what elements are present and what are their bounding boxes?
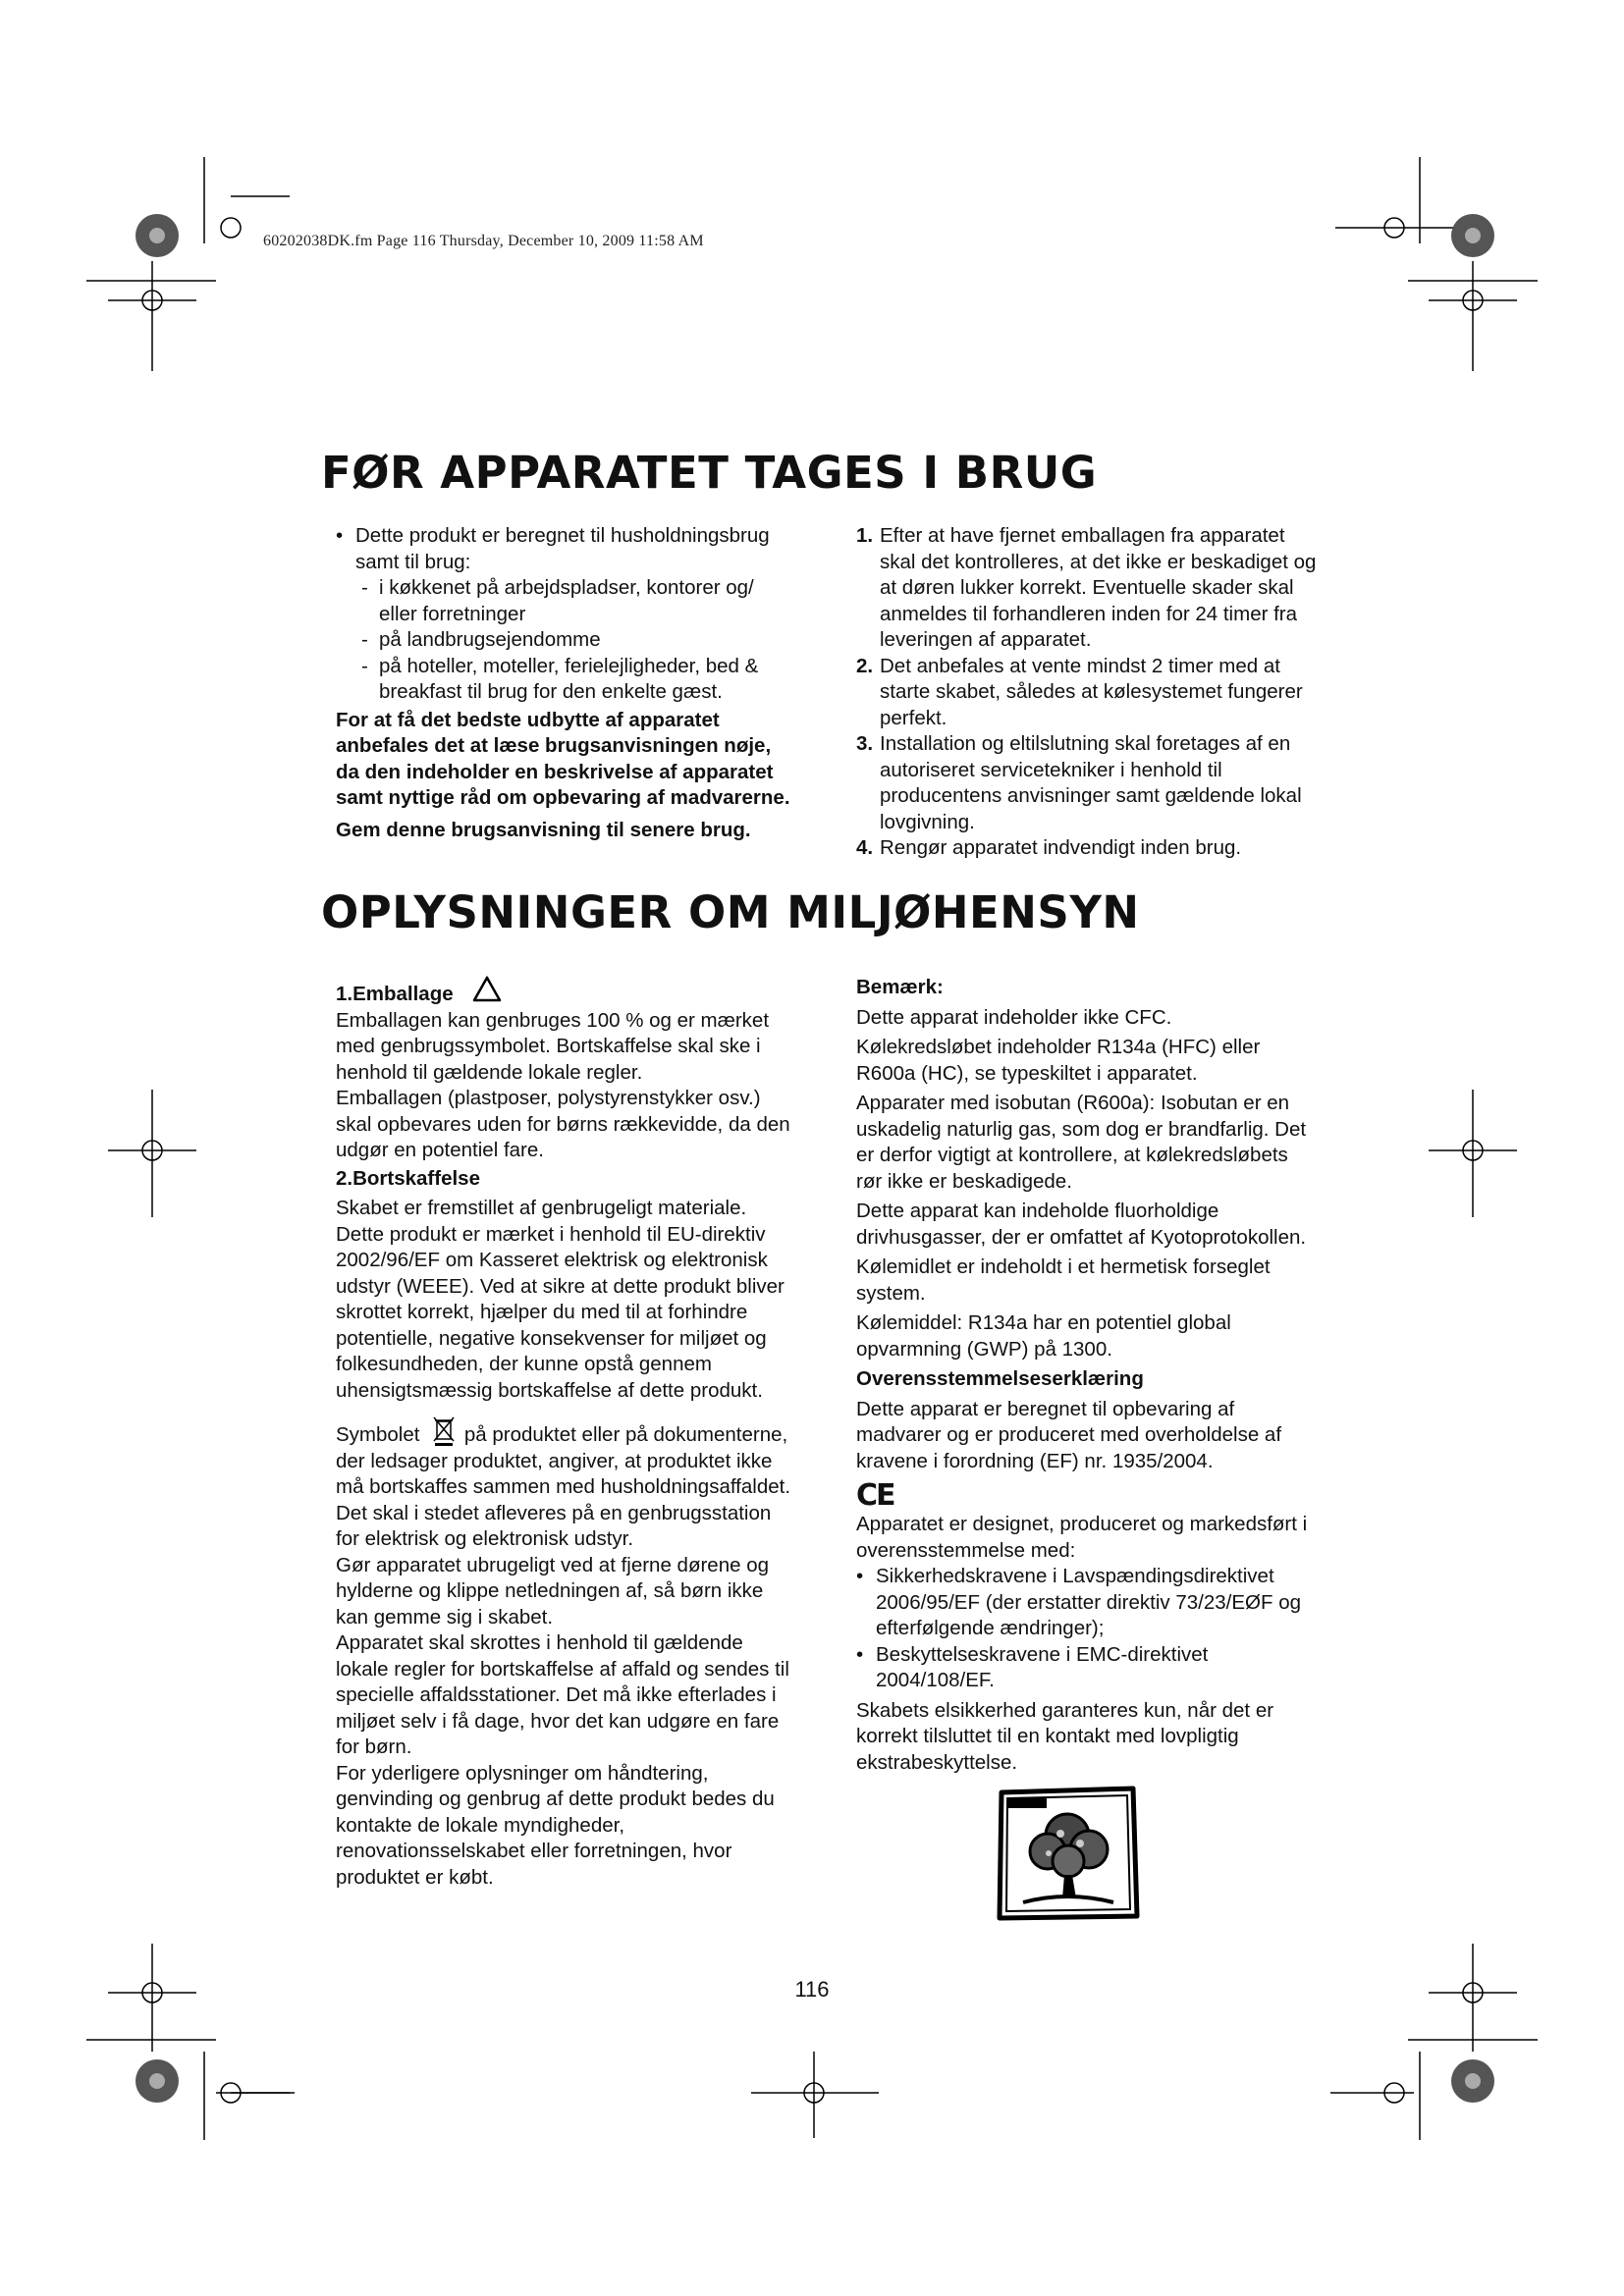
weee-symbol-text: Symbolet på produktet eller på dokumenterne, der ledsager produktet, angiver, at produktet ikke må bortskaffes sammen med husholdningsaffaldet. Det skal i stedet afleveres på en genbrugsstation for elektrisk og elektronisk udstyr. xyxy=(336,1415,792,1553)
compliance-bullet: • Beskyttelseskravene i EMC-direktivet 2004/108/EF. xyxy=(856,1642,1209,1691)
note-heading: Bemærk: xyxy=(856,976,944,998)
section2-right-column xyxy=(856,975,1313,1776)
step-item: 1. Efter at have fjernet emballagen fra apparatet skal det kontrolleres, at det ikke er beskadiget og at døren lukker korrekt. Eventuelle skader skal anmeldes til forhandleren inden for 24 timer fra leveringen af apparatet. xyxy=(856,524,1317,651)
best-use-advice: For at få det bedste udbytte af apparatet anbefales det at læse brugsanvisningen nøje, da den indeholder en beskrivelse af apparatet samt nyttige råd om opbevaring af madvarerne. xyxy=(336,708,790,809)
compliance-bullet: • Sikkerhedskravene i Lavspændingsdirektivet 2006/95/EF (der erstatter direktiv 73/23/EØF og efterfølgende ændringer); xyxy=(856,1565,1301,1639)
section2-left-column xyxy=(336,975,792,1891)
step-item: 4. Rengør apparatet indvendigt inden brug. xyxy=(856,836,1242,859)
crossed-bin-icon xyxy=(431,1415,457,1447)
note-cfc: Dette apparat indeholder ikke CFC. xyxy=(856,1005,1172,1029)
emballage-text-1: Emballagen kan genbruges 100 % og er mærket med genbrugssymbolet. Bortskaffelse skal ske i henhold til gældende lokale regler. xyxy=(336,1008,770,1084)
step-item: 3. Installation og eltilslutning skal foretages af en autoriseret servicetekniker i henhold til producentens anvisninger samt gældende lokal lovgivning. xyxy=(856,732,1302,833)
compliance-intro: Apparatet er designet, produceret og markedsført i overensstemmelse med: xyxy=(856,1513,1308,1562)
keep-manual-note: Gem denne brugsanvisning til senere brug. xyxy=(336,818,751,841)
emballage-text-2: Emballagen (plastposer, polystyrenstykker osv.) skal opbevares uden for børns rækkevidde, da den udgør en potentiel fare. xyxy=(336,1087,790,1161)
bullet-intro: • Dette produkt er beregnet til husholdningsbrug samt til brug: xyxy=(336,524,770,573)
scrap-instructions: Apparatet skal skrottes i henhold til gældende lokale regler for bortskaffelse af affald og sendes til specielle affaldsstationer. Det må ikke efterlades i miljøet selv i få dage, hvor det kan udgøre en fare for børn. xyxy=(336,1631,789,1758)
unusable-instructions: Gør apparatet ubrugeligt ved at fjerne dørene og hylderne og klippe netledningen af, så børn ikke kan gemme sig i skabet. xyxy=(336,1553,770,1629)
declaration-heading: Overensstemmelseserklæring xyxy=(856,1367,1144,1390)
note-fluorinated-gases: Dette apparat kan indeholde fluorholdige drivhusgasser, der er omfattet af Kyotoprotokollen. xyxy=(856,1200,1307,1249)
emballage-heading: 1.Emballage xyxy=(336,975,792,1008)
page-number: 116 xyxy=(794,1977,830,2002)
step-item: 2. Det anbefales at vente mindst 2 timer med at starte skabet, således at kølesystemet fungerer perfekt. xyxy=(856,654,1303,729)
section-title-before-use: FØR APPARATET TAGES I BRUG xyxy=(321,447,1098,499)
bortskaffelse-text: Skabet er fremstillet af genbrugeligt materiale. Dette produkt er mærket i henhold til EU-direktiv 2002/96/EF om Kasseret elektrisk og elektronisk udstyr (WEEE). Ved at sikre at dette produkt bliver skrottet korrekt, hjælper du med til at forhindre potentielle, negative konsekvenser for miljøet og folkesundheden, der kunne opstå gennem uhensigtsmæssig bortskaffelse af dette produkt. xyxy=(336,1197,785,1402)
bullet-dot: • xyxy=(336,524,344,547)
more-info-text: For yderligere oplysninger om håndtering, genvinding og genbrug af dette produkt bedes du kontakte de lokale myndigheder, renovationsselskabet eller forretningen, hvor produktet er købt. xyxy=(336,1761,775,1889)
note-gwp: Kølemiddel: R134a har en potentiel global opvarmning (GWP) på 1300. xyxy=(856,1311,1231,1361)
file-header: 60202038DK.fm Page 116 Thursday, December 10, 2009 11:58 AM xyxy=(263,233,704,249)
recycle-icon xyxy=(470,975,504,1004)
section1-left-column xyxy=(336,523,797,843)
section1-right-column xyxy=(856,523,1318,862)
bortskaffelse-heading: 2.Bortskaffelse xyxy=(336,1166,480,1190)
electrical-safety-text: Skabets elsikkerhed garanteres kun, når det er korrekt tilsluttet til en kontakt med lovpligtig ekstrabeskyttelse. xyxy=(856,1698,1274,1774)
dash-item: - i køkkenet på arbejdspladser, kontorer og/ eller forretninger xyxy=(361,576,754,625)
note-isobutane: Apparater med isobutan (R600a): Isobutan er en uskadelig naturlig gas, som dog er brandfarlig. Det er derfor vigtigt at kontrollere, at kølekredsløbets rør ikke er beskadigede. xyxy=(856,1092,1307,1193)
note-hermetic: Kølemidlet er indeholdt i et hermetisk forseglet system. xyxy=(856,1255,1271,1305)
dash-item: - på landbrugsejendomme xyxy=(361,628,601,651)
dash-item: - på hoteller, moteller, ferielejligheder, bed & breakfast til brug for den enkelte gæst. xyxy=(361,654,759,703)
declaration-text: Dette apparat er beregnet til opbevaring af madvarer og er produceret med overholdelse af kravene i forordning (EF) nr. 1935/2004. xyxy=(856,1397,1282,1472)
note-refrigerant: Kølekredsløbet indeholder R134a (HFC) eller R600a (HC), se typeskiltet i apparatet. xyxy=(856,1036,1261,1085)
eco-tree-icon xyxy=(994,1785,1141,1922)
ce-mark: CE xyxy=(856,1478,894,1513)
section-title-environment: OPLYSNINGER OM MILJØHENSYN xyxy=(321,886,1140,938)
